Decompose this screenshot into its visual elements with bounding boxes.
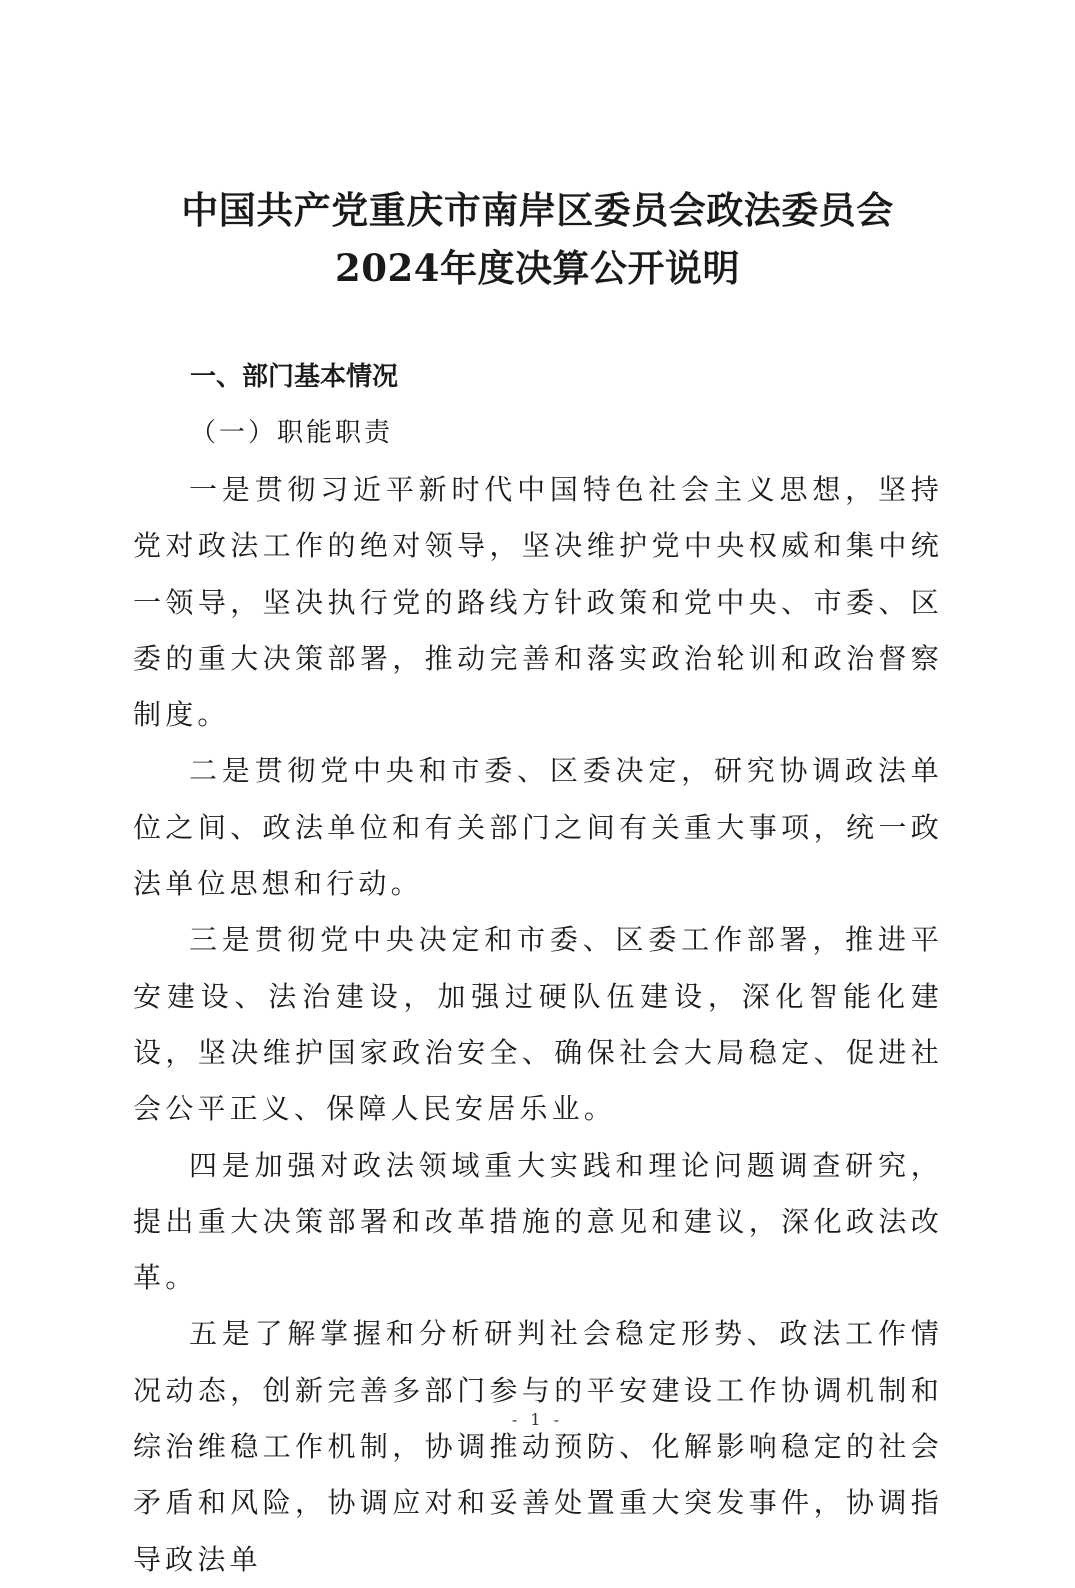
document-title-line1: 中国共产党重庆市南岸区委员会政法委员会 <box>181 188 894 232</box>
paragraph-1: 一是贯彻习近平新时代中国特色社会主义思想，坚持党对政法工作的绝对领导，坚决维护党中央权威和集中统一领导，坚决执行党的路线方针政策和党中央、市委、区委的重大决策部署，推动完善和落实政治轮训和政治督察制度。 <box>133 473 943 732</box>
page-number: - 1 - <box>511 1410 564 1429</box>
section-heading: 一、部门基本情况 <box>190 362 399 392</box>
paragraph-2: 二是贯彻党中央和市委、区委决定，研究协调政法单位之间、政法单位和有关部门之间有关重大事项，统一政法单位思想和行动。 <box>133 754 943 901</box>
paragraph-5: 五是了解掌握和分析研判社会稳定形势、政法工作情况动态，创新完善多部门参与的平安建设工作协调机制和综治维稳工作机制，协调推动预防、化解影响稳定的社会矛盾和风险，协调应对和妥善处置重大突发事件，协调指导政法单 <box>133 1317 943 1576</box>
paragraph-4: 四是加强对政法领域重大实践和理论问题调查研究，提出重大决策部署和改革措施的意见和建议，深化政法改革。 <box>133 1148 943 1295</box>
paragraph-3: 三是贯彻党中央决定和市委、区委工作部署，推进平安建设、法治建设，加强过硬队伍建设，深化智能化建设，坚决维护国家政治安全、确保社会大局稳定、促进社会公平正义、保障人民安居乐业。 <box>133 923 943 1126</box>
subsection-heading: （一）职能职责 <box>190 418 394 448</box>
document-title-line2: 2024年度决算公开说明 <box>335 246 740 290</box>
